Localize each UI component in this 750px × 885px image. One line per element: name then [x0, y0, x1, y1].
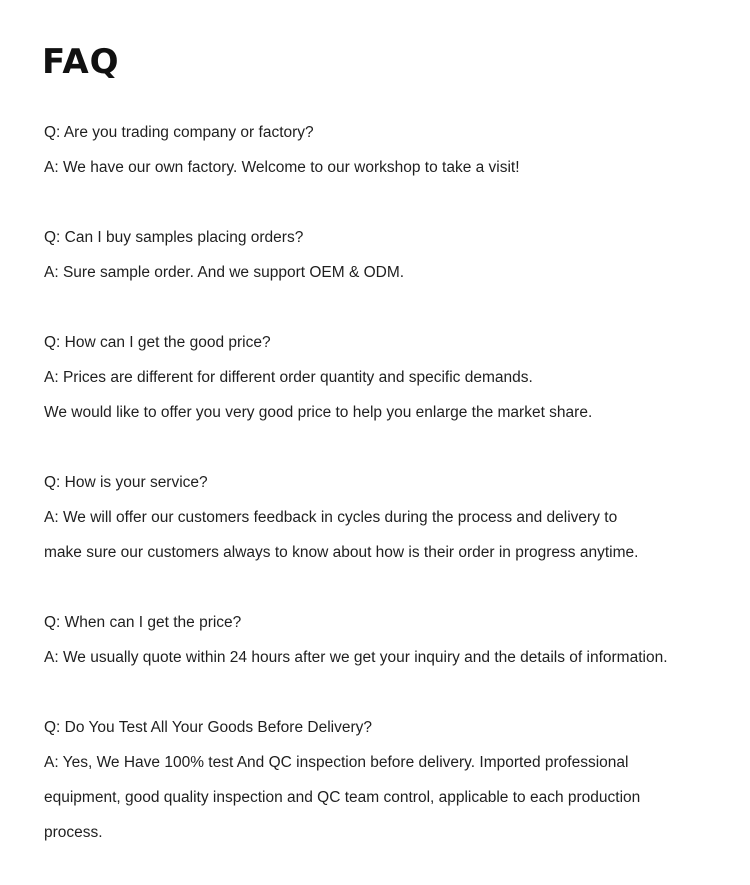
faq-item — [44, 605, 734, 675]
faq-item — [44, 465, 734, 570]
faq-answer-line: A: We will offer our customers feedback in cycles during the process and delivery to — [44, 509, 618, 526]
page-title: FAQ — [42, 42, 120, 82]
faq-answer-line: A: Yes, We Have 100% test And QC inspection before delivery. Imported professional — [44, 754, 629, 771]
faq-answer-line: We would like to offer you very good price to help you enlarge the market share. — [44, 404, 593, 421]
faq-answer-line: A: Prices are different for different order quantity and specific demands. — [44, 369, 533, 386]
faq-question: Q: Do You Test All Your Goods Before Delivery? — [44, 719, 372, 736]
faq-question: Q: How is your service? — [44, 474, 208, 491]
faq-item — [44, 710, 734, 850]
faq-answer-line: A: We usually quote within 24 hours after we get your inquiry and the details of information. — [44, 649, 668, 666]
faq-answer-line: A: We have our own factory. Welcome to our workshop to take a visit! — [44, 159, 520, 176]
faq-answer-line: equipment, good quality inspection and QC team control, applicable to each production — [44, 789, 641, 806]
faq-question: Q: Are you trading company or factory? — [44, 124, 314, 141]
faq-item — [44, 115, 734, 185]
faq-answer-line: A: Sure sample order. And we support OEM & ODM. — [44, 264, 405, 281]
faq-answer-line: make sure our customers always to know about how is their order in progress anytime. — [44, 544, 639, 561]
faq-answer-line: process. — [44, 824, 103, 841]
faq-question: Q: When can I get the price? — [44, 614, 242, 631]
faq-item — [44, 325, 734, 430]
faq-question: Q: Can I buy samples placing orders? — [44, 229, 304, 246]
faq-item — [44, 220, 734, 290]
faq-question: Q: How can I get the good price? — [44, 334, 271, 351]
faq-list — [44, 115, 734, 885]
